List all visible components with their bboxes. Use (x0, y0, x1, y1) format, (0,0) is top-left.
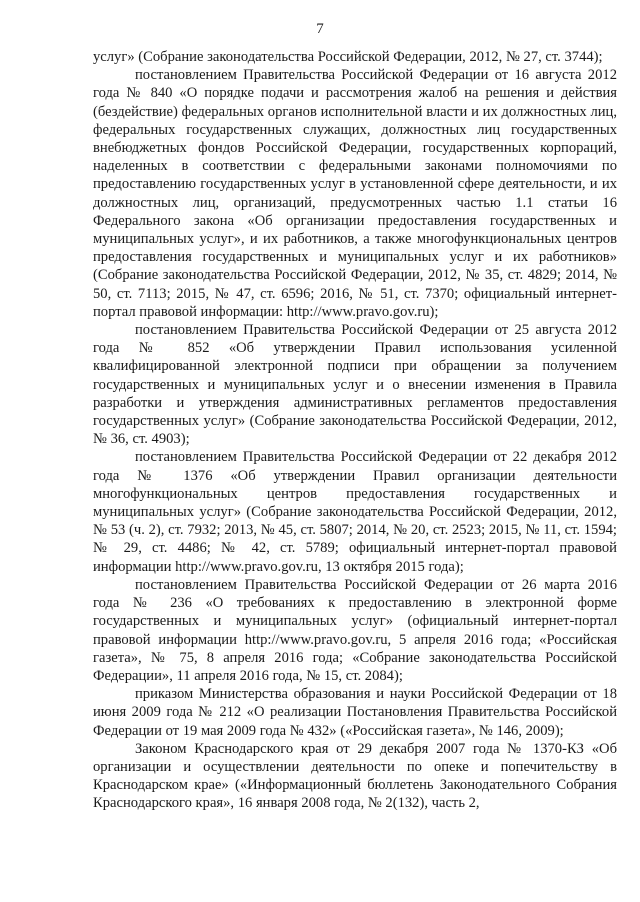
paragraph-1: услуг» (Собрание законодательства Российской Федерации, 2012, № 27, ст. 3744); (93, 49, 603, 65)
paragraph-3: постановлением Правительства Российской Федерации от 25 августа 2012 года № 852 «Об утверждении Правил использования усиленной квалифицированной электронной подписи при обращении за получением государственных и муниципальных услуг и о внесении изменения в Правила разработки и утверждения административных регламентов предоставления государственных услуг» (Собрание законодательства Российской Федерации, 2012, № 36, ст. 4903); (93, 322, 617, 448)
paragraph-7: Законом Краснодарского края от 29 декабря 2007 года № 1370-КЗ «Об организации и осуществлении деятельности по опеке и попечительству в Краснодарском крае» («Информационный бюллетень Законодательного Собрания Краснодарского края», 16 января 2008 года, № 2(132), часть 2, (93, 740, 617, 812)
document-body (93, 48, 617, 813)
page-number: 7 (316, 21, 324, 37)
paragraph-4: постановлением Правительства Российской Федерации от 22 декабря 2012 года № 1376 «Об утверждении Правил организации деятельности многофункциональных центров предоставления государственных и муниципальных услуг» (Собрание законодательства Российской Федерации, 2012, № 53 (ч. 2), ст. 7932; 2013, № 45, ст. 5807; 2014, № 20, ст. 2523; 2015, № 11, ст. 1594; № 29, ст. 4486; № 42, ст. 5789; официальный интернет-портал правовой информации http://www.pravo.gov.ru, 13 октября 2015 года); (93, 449, 617, 575)
paragraph-2: постановлением Правительства Российской Федерации от 16 августа 2012 года № 840 «О порядке подачи и рассмотрения жалоб на решения и действия (бездействие) федеральных органов исполнительной власти и их должностных лиц, федеральных государственных служащих, должностных лиц государственных внебюджетных фондов Российской Федерации, государственных корпораций, наделенных в соответствии с федеральными законами полномочиями по предоставлению государственных услуг в установленной сфере деятельности, и их должностных лиц, организаций, предусмотренных частью 1.1 статьи 16 Федерального закона «Об организации предоставления государственных и муниципальных услуг», и их работников, а также многофункциональных центров предоставления государственных и муниципальных услуг и их работников» (Собрание законодательства Российской Федерации, 2012, № 35, ст. 4829; 2014, № 50, ст. 7113; 2015, № 47, ст. 6596; 2016, № 51, ст. 7370; официальный интернет-портал правовой информации: http://www.pravo.gov.ru); (93, 67, 617, 320)
paragraph-6: приказом Министерства образования и науки Российской Федерации от 18 июня 2009 года № 212 «О реализации Постановления Правительства Российской Федерации от 19 мая 2009 года № 432» («Российская газета», № 146, 2009); (93, 686, 617, 739)
paragraph-5: постановлением Правительства Российской Федерации от 26 марта 2016 года № 236 «О требованиях к предоставлению в электронной форме государственных и муниципальных услуг» (официальный интернет-портал правовой информации http://www.pravo.gov.ru, 5 апреля 2016 года; «Российская газета», № 75, 8 апреля 2016 года; «Собрание законодательства Российской Федерации», 11 апреля 2016 года, № 15, ст. 2084); (93, 576, 617, 684)
